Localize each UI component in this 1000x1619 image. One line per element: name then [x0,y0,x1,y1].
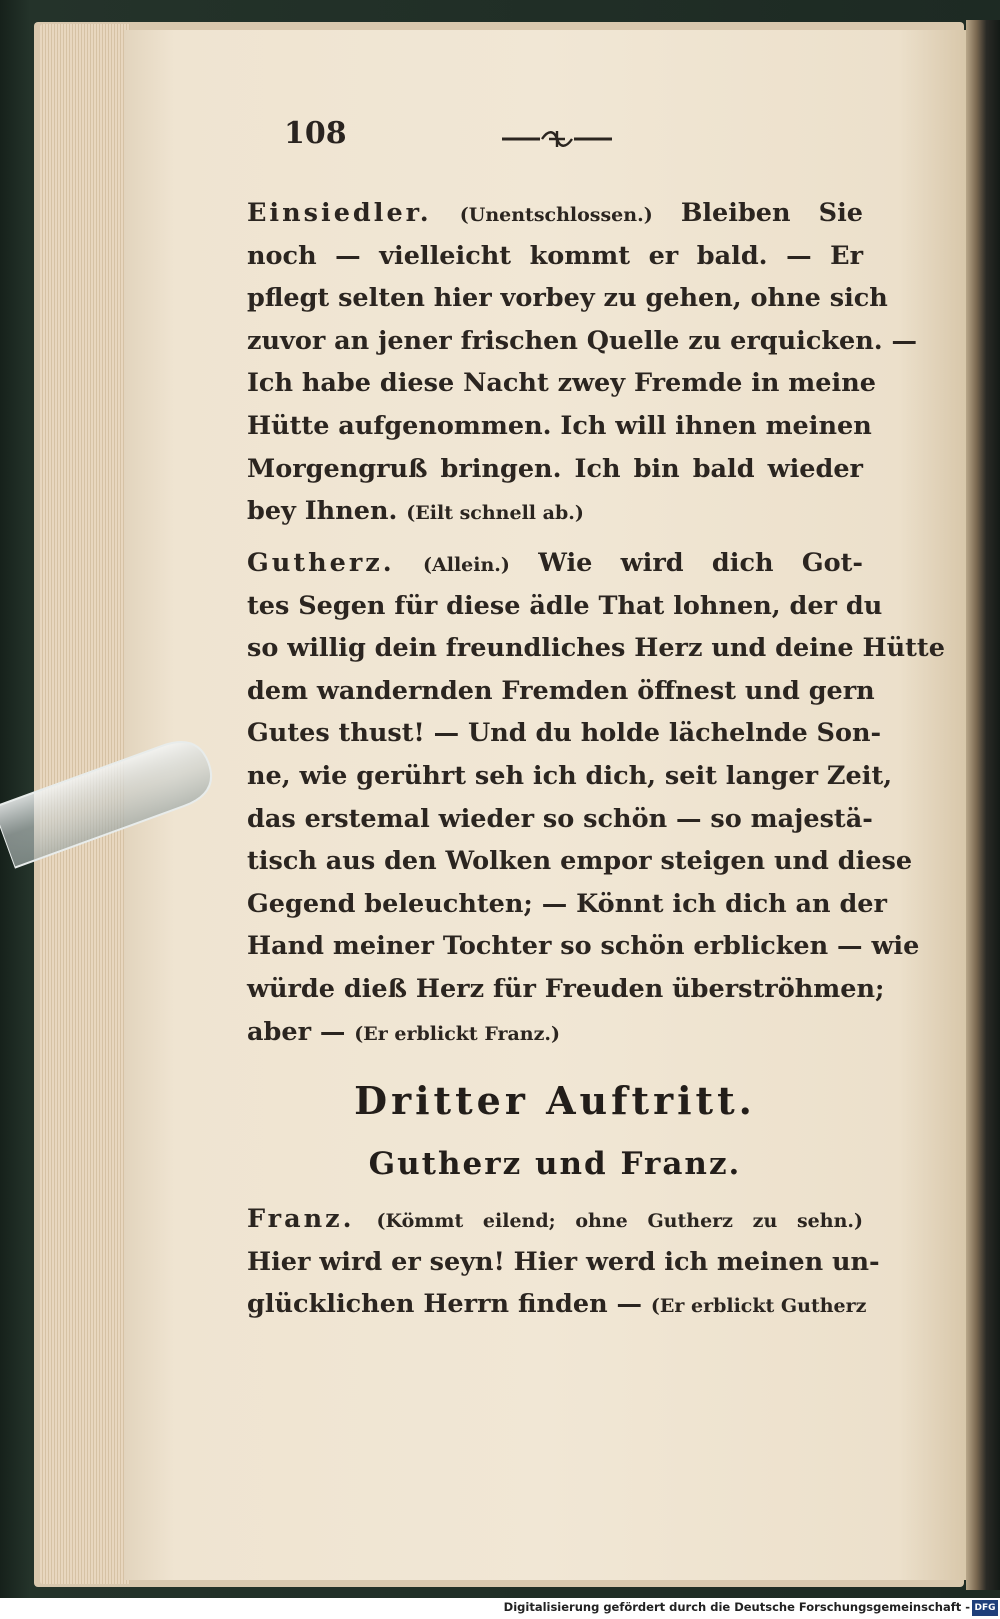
text-line: ne, wie gerührt seh ich dich, seit langer Zeit, [247,760,893,791]
text-line [247,1283,867,1326]
stage-direction: (Er erblickt Franz.) [354,1022,561,1045]
text-line [247,192,863,235]
footer-credit: Digitalisierung gefördert durch die Deutsche Forschungsgemeinschaft - [503,1600,970,1614]
speaker-name: Franz. [247,1204,355,1234]
ornament-icon [502,128,612,150]
line-text: aber — [247,1016,346,1047]
text-line [247,490,863,533]
text-line: Hand meiner Tochter so schön erblicken — wie [247,931,920,962]
line-text: glücklichen Herrn finden — [247,1289,642,1320]
text-line: würde dieß Herz für Freuden überströhmen; [247,973,885,1004]
stage-direction: (Unentschlossen.) [459,204,653,226]
speaker-name: Einsiedler. [247,198,432,228]
text-line [247,542,863,585]
speaker-name: Gutherz. [247,548,395,578]
stage-direction: (Kömmt eilend; ohne Gutherz zu sehn.) [376,1210,863,1232]
text-line: so willig dein freundliches Herz und deine Hütte [247,633,945,664]
passage-gutherz [247,542,945,1053]
text-line [247,1011,863,1054]
text-line: tes Segen für diese ädle That lohnen, der du [247,590,883,621]
text-line [247,1198,863,1241]
passage-einsiedler [247,192,918,533]
scene-title: Dritter Auftritt. [354,1078,756,1123]
text-line: noch — vielleicht kommt er bald. — Er [247,240,863,271]
text-line: Ich habe diese Nacht zwey Fremde in meine [247,368,876,399]
text-line: Gutes thust! — Und du holde lächelnde Son- [247,718,882,749]
scene-characters: Gutherz und Franz. [368,1146,742,1182]
text-line: Hier wird er seyn! Hier werd ich meinen un- [247,1246,880,1277]
stage-direction: (Eilt schnell ab.) [406,502,584,525]
stage-direction: (Allein.) [423,554,510,576]
stage-direction: (Er erblickt Gutherz [650,1295,867,1318]
passage-franz [247,1198,880,1326]
text-line: Hütte aufgenommen. Ich will ihnen meinen [247,410,872,441]
text-line: pflegt selten hier vorbey zu gehen, ohne sich [247,283,888,314]
line-text: bey Ihnen. [247,496,398,527]
text-line: tisch aus den Wolken empor steigen und diese [247,846,913,877]
dfg-logo: DFG [972,1600,998,1616]
facing-page-edge [966,20,1000,1590]
line-text: Bleiben Sie [680,198,863,228]
page-number: 108 [284,116,347,151]
text-line: Morgengruß bringen. Ich bin bald wieder [247,453,863,484]
text-line: Gegend beleuchten; — Könnt ich dich an der [247,888,887,919]
text-line: zuvor an jener frischen Quelle zu erquicken. — [247,325,918,356]
page-header [284,116,864,156]
line-text: Wie wird dich Got- [538,548,863,578]
text-line: das erstemal wieder so schön — so majestä- [247,803,873,834]
text-line: dem wandernden Fremden öffnest und gern [247,675,875,706]
